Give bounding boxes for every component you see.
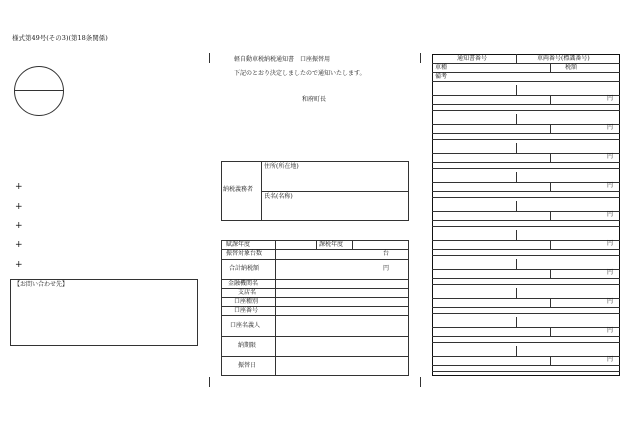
record-line [432, 182, 620, 183]
record-line [432, 255, 620, 256]
record-line [432, 313, 620, 314]
record-line [432, 298, 620, 299]
notice-title: 軽自動車税納税通知書 口座振替用 [234, 56, 331, 63]
record-line [432, 342, 620, 343]
col-notice-no: 通知書番号 [457, 55, 488, 62]
fold-mark [209, 53, 210, 63]
record-divider [550, 269, 551, 278]
record-line [432, 336, 620, 337]
record-line [432, 278, 620, 279]
vehicle-count-label: 振替対象台数 [226, 250, 263, 257]
row-type-label: 車種 [435, 64, 448, 71]
record-line [432, 104, 620, 105]
record-divider [516, 114, 517, 124]
seal-divider [14, 90, 64, 91]
record-divider [516, 201, 517, 211]
record-divider [550, 95, 551, 104]
record-line [432, 226, 620, 227]
record-divider [550, 182, 551, 191]
record-line [432, 162, 620, 163]
address-label: 住所(所在地) [264, 163, 299, 170]
record-line [432, 356, 620, 357]
due-date-label: 納期限 [238, 342, 257, 349]
fold-mark [420, 53, 421, 63]
yen-unit: 円 [607, 95, 614, 102]
yen-unit: 円 [607, 182, 614, 189]
total-tax-label: 合計納税額 [229, 265, 260, 272]
account-type-label: 口座種別 [234, 298, 259, 305]
yen-unit: 円 [607, 240, 614, 247]
form-number: 様式第49号(その3)(第18条関係) [12, 34, 108, 42]
record-line [432, 269, 620, 270]
record-line [432, 240, 620, 241]
record-line [432, 365, 620, 366]
plus-mark: + [15, 221, 23, 231]
plus-mark: + [15, 240, 23, 250]
record-line [432, 133, 620, 134]
yen-unit: 円 [607, 356, 614, 363]
record-divider [516, 85, 517, 95]
record-divider [550, 124, 551, 133]
record-line [432, 197, 620, 198]
yen-unit: 円 [607, 211, 614, 218]
record-divider [516, 288, 517, 298]
record-divider [516, 346, 517, 356]
yen-unit: 円 [607, 153, 614, 160]
plus-mark: + [15, 260, 23, 270]
col-plate-no: 車両番号(標識番号) [537, 55, 590, 62]
record-divider [550, 153, 551, 162]
record-line [432, 191, 620, 192]
record-line [432, 371, 620, 372]
record-line [432, 95, 620, 96]
record-divider [516, 143, 517, 153]
branch-label: 支店名 [238, 289, 257, 296]
contact-label: 【お問い合わせ先】 [14, 281, 69, 288]
record-line [432, 327, 620, 328]
total-tax-unit: 円 [383, 265, 390, 272]
vehicle-unit: 台 [383, 250, 390, 257]
assessment-year-label: 賦課年度 [226, 241, 251, 248]
record-line [432, 307, 620, 308]
record-divider [516, 172, 517, 182]
plus-mark: + [15, 202, 23, 212]
account-holder-label: 口座名義人 [230, 322, 261, 329]
plus-mark: + [15, 182, 23, 192]
notice-line: 下記のとおり決定しましたので通知いたします。 [234, 70, 366, 77]
record-line [432, 220, 620, 221]
row-remarks-label: 備考 [435, 73, 448, 80]
bank-label: 金融機関名 [228, 280, 259, 287]
record-line [432, 211, 620, 212]
record-line [432, 110, 620, 111]
yen-unit: 円 [607, 269, 614, 276]
fold-mark [209, 377, 210, 387]
record-line [432, 153, 620, 154]
record-divider [516, 259, 517, 269]
record-line [432, 168, 620, 169]
name-label: 氏名(名称) [264, 193, 293, 200]
record-divider [550, 327, 551, 336]
payer-label: 納税義務者 [223, 186, 254, 193]
record-divider [550, 211, 551, 220]
row-rate-label: 税額 [565, 64, 578, 71]
record-line [432, 139, 620, 140]
contact-box [10, 279, 198, 346]
yen-unit: 円 [607, 298, 614, 305]
record-divider [550, 240, 551, 249]
record-line [432, 249, 620, 250]
record-divider [550, 356, 551, 365]
record-line [432, 284, 620, 285]
issuer: 和府町長 [302, 96, 327, 103]
seal-circle [14, 66, 64, 116]
tax-year-label: 課税年度 [319, 241, 344, 248]
account-number-label: 口座番号 [234, 307, 259, 314]
yen-unit: 円 [607, 327, 614, 334]
yen-unit: 円 [607, 124, 614, 131]
record-divider [516, 230, 517, 240]
record-divider [516, 317, 517, 327]
transfer-date-label: 振替日 [238, 362, 257, 369]
record-line [432, 124, 620, 125]
fold-mark [420, 377, 421, 387]
record-divider [550, 298, 551, 307]
